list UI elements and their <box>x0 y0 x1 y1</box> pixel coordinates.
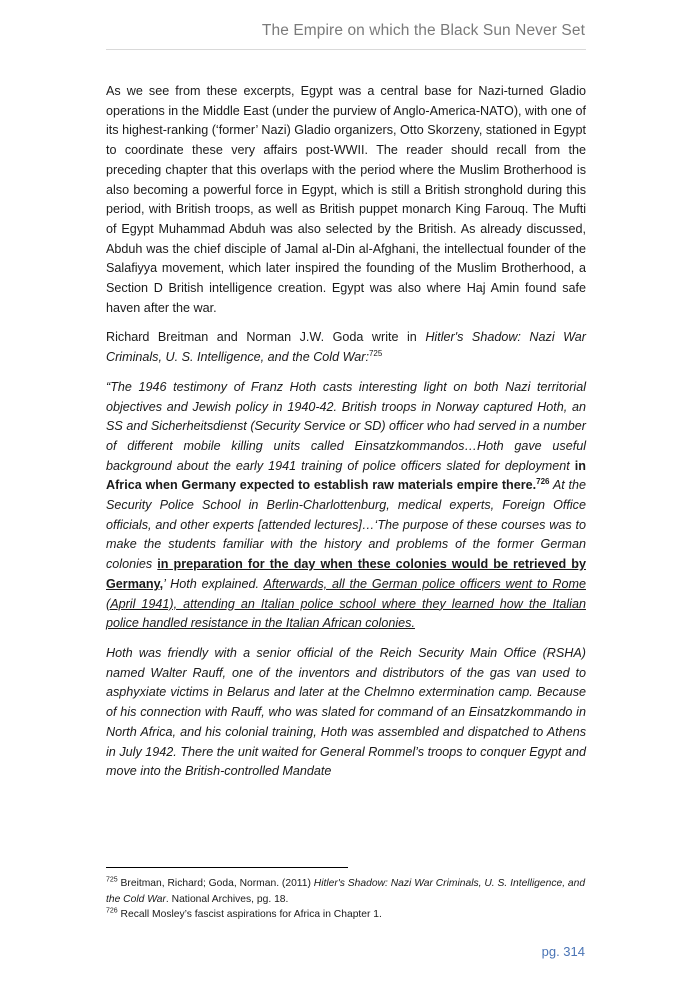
footnote-text: Recall Mosley’s fascist aspirations for Africa in Chapter 1. <box>117 909 382 920</box>
quote-bold-underlined: in preparation for the day when these colonies would be retrieved by Germany, <box>106 557 586 591</box>
quote-paragraph-2: Hoth was friendly with a senior official of the Reich Security Main Office (RSHA) named Walter Rauff, one of the inventors and distributors of the gas van used to asphyxiate victims in Belarus and later at the Chelmno extermination camp. Because of his connection with Rauff, who was slated for command of an Einsatzkommando in North Africa, and his colonial training, Hoth was assembled and dispatched to Athens in July 1942. There the unit waited for General Rommel’s troops to conquer Egypt and move into the British-controlled Mandate <box>106 645 586 779</box>
footnote-726 <box>106 907 586 923</box>
quote-paragraph-1 <box>106 378 586 634</box>
paragraph-2 <box>106 328 586 367</box>
paragraph-1: As we see from these excerpts, Egypt was a central base for Nazi-turned Gladio operations in the Middle East (under the purview of Anglo-America-NATO), with one of its highest-ranking (‘former’ Nazi) Gladio organizers, Otto Skorzeny, stationed in Egypt to coordinate these very affairs post-WWII. The reader should recall from the preceding chapter that this overlaps with the period where the Muslim Brotherhood is also becoming a powerful force in Egypt, which is still a British stronghold during this period, with British troops, as well as British puppet monarch King Farouq. The Mufti of Egypt Muhammad Abduh was also selected by the British. As already discussed, Abduh was the chief disciple of Jamal al-Din al-Afghani, the intellectual founder of the Salafiyya movement, which later inspired the founding of the Muslim Brotherhood, a Section D British intelligence creation. Egypt was also where Haj Amin found safe haven after the war. <box>106 84 586 315</box>
footnote-725 <box>106 876 586 907</box>
paragraph-2-colon: : <box>365 350 369 365</box>
quote-underlined: Afterwards, all the German police officers went to Rome (April 1941), attending an Italian police school where they learned how the Italian police handled resistance in the Italian African colonies. <box>106 576 586 631</box>
footnote-book-title: Hitler's Shadow: Nazi War Criminals, U. S. Intelligence, and the Cold War <box>106 878 586 905</box>
footnote-text: Breitman, Richard; Goda, Norman. (2011) <box>117 878 314 889</box>
paragraph-2-text: Richard Breitman and Norman J.W. Goda write in <box>106 330 426 345</box>
footnote-text: . National Archives, pg. 18. <box>165 893 289 905</box>
running-header: The Empire on which the Black Sun Never Set <box>261 22 585 39</box>
page-number: pg. 314 <box>541 944 585 959</box>
footnotes <box>106 876 586 923</box>
footnote-number: 726 <box>106 907 118 915</box>
footnote-ref-725[interactable]: 725 <box>368 348 383 358</box>
header-divider <box>106 49 586 50</box>
quote-text-2: At the Security Police School in Berlin-Charlottenburg, medical experts, Foreign Office officials, and other experts [attended lectures]…‘The purpose of these courses was to make the students familiar with the history and problems of the former German colonies <box>106 478 587 572</box>
page-body <box>106 82 586 792</box>
quote-text-1: “The 1946 testimony of Franz Hoth casts interesting light on both Nazi territorial objectives and Jewish policy in 1940-42. British troops in Norway captured Hoth, an SS and Sicherheitsdienst (Security Service or SD) officer who had served in a number of different mobile killing units called Einsatzkommandos…Hoth gave useful background about the early 1941 training of police officers slated for deployment <box>106 379 586 473</box>
footnote-number: 725 <box>106 876 118 884</box>
quote-bold-1: in Africa when Germany expected to establish raw materials empire there. <box>106 458 586 493</box>
quote-text-3: ’ Hoth explained. <box>163 576 264 591</box>
book-title: Hitler's Shadow: Nazi War Criminals, U. S. Intelligence, and the Cold War <box>106 330 586 365</box>
footnote-divider <box>106 867 348 868</box>
footnote-ref-726[interactable]: 726 <box>536 477 550 487</box>
